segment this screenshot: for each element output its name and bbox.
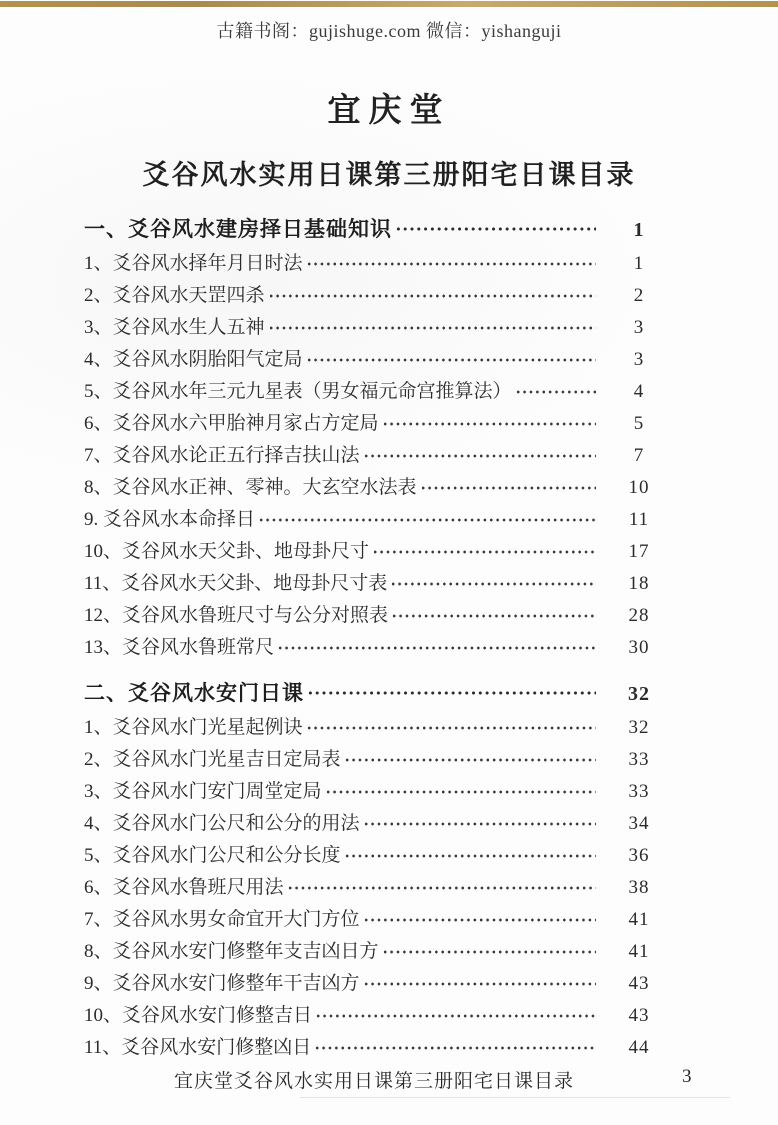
toc-entry-page-number: 3: [633, 349, 645, 370]
footer-page-number: 3: [682, 1066, 692, 1087]
page-footer: [0, 1066, 778, 1096]
dot-leader: [258, 516, 596, 524]
toc-item: [84, 344, 656, 376]
scan-artifact-line: [300, 1097, 730, 1098]
toc-item: [84, 312, 656, 344]
toc-item: [84, 744, 656, 776]
toc-item: [84, 504, 656, 536]
toc-entry-page-number: 41: [628, 909, 650, 930]
toc-item: [84, 536, 656, 568]
dot-leader: [268, 324, 596, 332]
book-hall-title: 宜庆堂: [327, 93, 451, 129]
toc-entry-label: 7、爻谷风水论正五行择吉扶山法: [84, 445, 360, 466]
toc-entry-page-number: 1: [633, 253, 645, 274]
toc-main-title: 爻谷风水实用日课第三册阳宅日课目录: [142, 160, 636, 190]
dot-leader: [363, 916, 596, 924]
dot-leader: [315, 1012, 596, 1020]
toc-entry-page-number: 33: [628, 781, 650, 802]
toc-entry-label: 6、爻谷风水鲁班尺用法: [84, 877, 284, 898]
toc-entry-label: 6、爻谷风水六甲胎神月家占方定局: [84, 413, 379, 434]
toc-entry-label: 10、爻谷风水天父卦、地母卦尺寸: [84, 541, 370, 562]
toc-entry-page-number: 1: [633, 219, 645, 241]
dot-leader: [391, 612, 596, 620]
dot-leader: [307, 689, 596, 697]
dot-leader: [314, 1044, 596, 1052]
toc-entry-label: 二、爻谷风水安门日课: [84, 681, 304, 705]
toc-item: [84, 408, 656, 440]
toc-entry-page-number: 38: [628, 877, 650, 898]
toc-item: [84, 904, 656, 936]
toc-item: [84, 1032, 656, 1064]
toc-entry-page-number: 30: [628, 637, 650, 658]
toc-entry-label: 2、爻谷风水天罡四杀: [84, 285, 265, 306]
toc-entry-page-number: 32: [628, 717, 650, 738]
dot-leader: [372, 548, 596, 556]
dot-leader: [515, 388, 596, 396]
dot-leader: [277, 644, 596, 652]
toc-entry-page-number: 5: [633, 413, 645, 434]
toc-entry-page-number: 36: [628, 845, 650, 866]
dot-leader: [306, 356, 596, 364]
dot-leader: [268, 292, 596, 300]
dot-leader: [395, 225, 596, 233]
toc-entry-page-number: 2: [633, 285, 645, 306]
toc-item: [84, 440, 656, 472]
toc-item: [84, 808, 656, 840]
toc-entry-label: 9、爻谷风水安门修整年干吉凶方: [84, 973, 360, 994]
toc-item: [84, 968, 656, 1000]
toc-entry-label: 1、爻谷风水择年月日时法: [84, 253, 303, 274]
toc-entry-page-number: 32: [628, 683, 650, 705]
toc-entry-page-number: 43: [628, 1005, 650, 1026]
dot-leader: [306, 724, 596, 732]
dot-leader: [420, 484, 596, 492]
toc-entry-label: 13、爻谷风水鲁班常尺: [84, 637, 275, 658]
toc-item: [84, 376, 656, 408]
toc-entry-label: 5、爻谷风水年三元九星表（男女福元命宫推算法）: [84, 381, 512, 402]
toc-entry-label: 8、爻谷风水安门修整年支吉凶日方: [84, 941, 379, 962]
site-watermark: 古籍书阁：gujishuge.com 微信：yishanguji: [216, 21, 562, 41]
dot-leader: [363, 452, 596, 460]
toc-entry-label: 3、爻谷风水门安门周堂定局: [84, 781, 322, 802]
gold-top-banner: [0, 1, 778, 7]
dot-leader: [287, 884, 596, 892]
toc-item: [84, 280, 656, 312]
toc-entry-label: 11、爻谷风水安门修整凶日: [84, 1037, 312, 1058]
toc-item: [84, 840, 656, 872]
toc-section-heading: [84, 210, 656, 248]
toc-entry-page-number: 41: [628, 941, 650, 962]
toc-entry-label: 4、爻谷风水阴胎阳气定局: [84, 349, 303, 370]
toc-entry-page-number: 3: [633, 317, 645, 338]
footer-running-title: 宜庆堂爻谷风水实用日课第三册阳宅日课目录: [173, 1071, 574, 1092]
toc-entry-page-number: 34: [628, 813, 650, 834]
toc-section-heading: [84, 674, 656, 712]
dot-leader: [325, 788, 596, 796]
toc-entry-page-number: 4: [633, 381, 645, 402]
dot-leader: [363, 820, 596, 828]
toc-item: [84, 472, 656, 504]
toc-item: [84, 568, 656, 600]
toc-entry-label: 5、爻谷风水门公尺和公分长度: [84, 845, 341, 866]
toc-item: [84, 600, 656, 632]
toc: [84, 210, 656, 1064]
toc-entry-page-number: 33: [628, 749, 650, 770]
toc-entry-label: 12、爻谷风水鲁班尺寸与公分对照表: [84, 605, 389, 626]
toc-entry-label: 2、爻谷风水门光星吉日定局表: [84, 749, 341, 770]
toc-entry-page-number: 28: [628, 605, 650, 626]
toc-entry-page-number: 18: [628, 573, 650, 594]
toc-entry-label: 4、爻谷风水门公尺和公分的用法: [84, 813, 360, 834]
toc-entry-label: 7、爻谷风水男女命宜开大门方位: [84, 909, 360, 930]
toc-item: [84, 776, 656, 808]
toc-item: [84, 872, 656, 904]
toc-item: [84, 632, 656, 664]
dot-leader: [382, 420, 596, 428]
dot-leader: [306, 260, 596, 268]
toc-entry-page-number: 43: [628, 973, 650, 994]
toc-entry-page-number: 17: [628, 541, 650, 562]
dot-leader: [344, 756, 596, 764]
toc-entry-label: 3、爻谷风水生人五神: [84, 317, 265, 338]
toc-entry-page-number: 7: [633, 445, 645, 466]
toc-entry-label: 1、爻谷风水门光星起例诀: [84, 717, 303, 738]
toc-item: [84, 1000, 656, 1032]
dot-leader: [363, 980, 596, 988]
toc-item: [84, 248, 656, 280]
toc-item: [84, 936, 656, 968]
dot-leader: [390, 580, 596, 588]
toc-entry-label: 9. 爻谷风水本命择日: [84, 509, 256, 530]
toc-entry-label: 11、爻谷风水天父卦、地母卦尺寸表: [84, 573, 388, 594]
toc-entry-label: 8、爻谷风水正神、零神。大玄空水法表: [84, 477, 417, 498]
toc-entry-label: 一、爻谷风水建房择日基础知识: [84, 217, 392, 241]
toc-entry-page-number: 11: [628, 509, 650, 530]
toc-entry-page-number: 44: [628, 1037, 650, 1058]
dot-leader: [344, 852, 596, 860]
toc-item: [84, 712, 656, 744]
dot-leader: [382, 948, 596, 956]
toc-entry-page-number: 10: [628, 477, 650, 498]
toc-entry-label: 10、爻谷风水安门修整吉日: [84, 1005, 313, 1026]
